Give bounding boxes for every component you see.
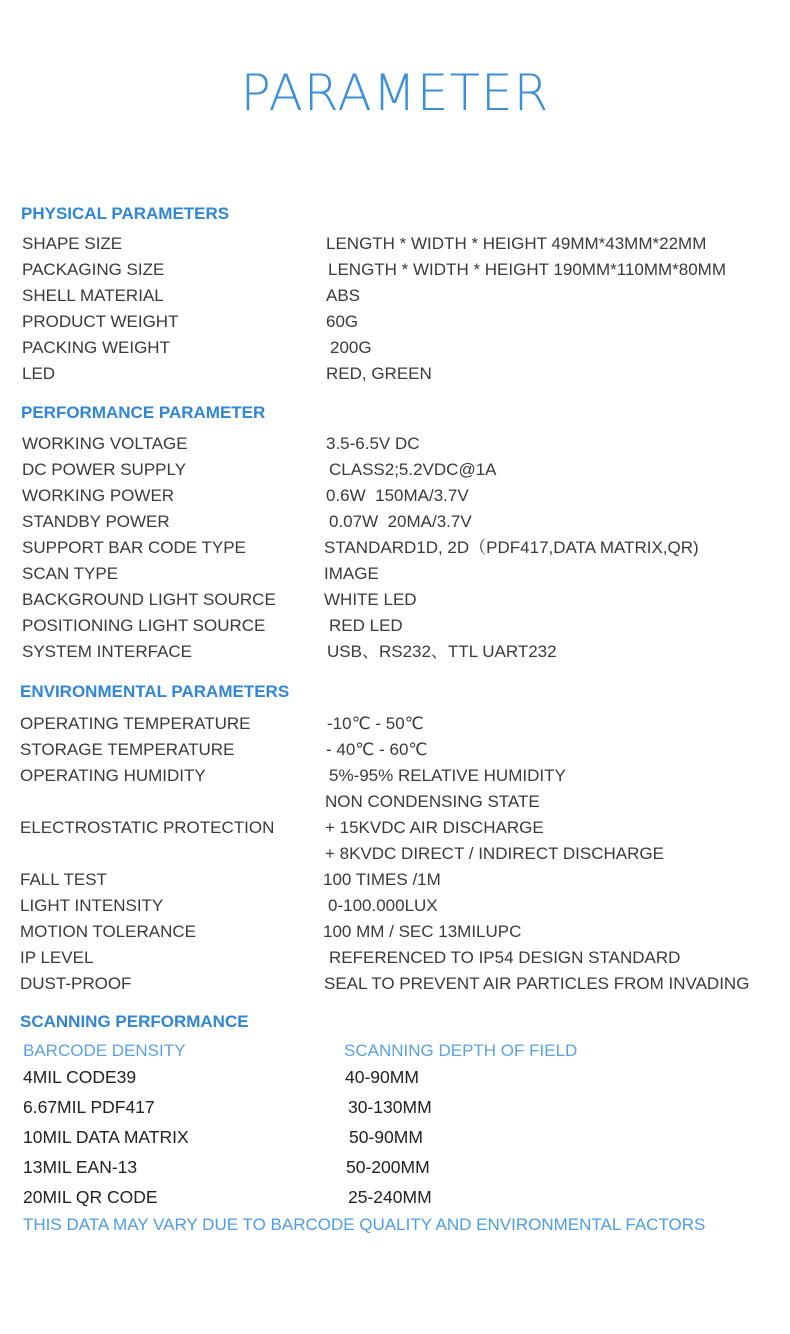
param-value: 100 TIMES /1M [323,870,441,889]
param-label: MOTION TOLERANCE [20,922,197,941]
param-label: PRODUCT WEIGHT [22,312,179,331]
barcode-density: 4MIL CODE39 [23,1067,137,1087]
barcode-density: 20MIL QR CODE [23,1187,158,1207]
param-value: 0.07W 20MA/3.7V [329,512,472,531]
param-label: STORAGE TEMPERATURE [20,740,235,759]
param-label: SHELL MATERIAL [22,286,164,305]
param-value: -10℃ - 50℃ [327,714,424,733]
param-value: + 15KVDC AIR DISCHARGE [325,818,544,837]
param-value: RED, GREEN [326,364,432,383]
param-label: SCAN TYPE [22,564,119,583]
param-value: WHITE LED [324,590,417,609]
param-label: SHAPE SIZE [22,234,123,253]
param-label: SUPPORT BAR CODE TYPE [22,538,246,557]
param-value: 0.6W 150MA/3.7V [326,486,469,505]
param-label: IP LEVEL [20,948,94,967]
param-value: ABS [326,286,361,305]
param-label: FALL TEST [20,870,107,889]
param-label: PACKING WEIGHT [22,338,170,357]
param-label: DC POWER SUPPLY [22,460,187,479]
physical-parameters-heading: PHYSICAL PARAMETERS [21,204,230,223]
performance-parameter-heading: PERFORMANCE PARAMETER [21,403,266,422]
param-value: 60G [326,312,359,331]
scanning-depth-column-header: SCANNING DEPTH OF FIELD [344,1041,578,1060]
param-value: REFERENCED TO IP54 DESIGN STANDARD [329,948,681,967]
param-label: LIGHT INTENSITY [20,896,164,915]
param-label: STANDBY POWER [22,512,170,531]
barcode-density: 10MIL DATA MATRIX [23,1127,189,1147]
param-value: + 8KVDC DIRECT / INDIRECT DISCHARGE [325,844,664,863]
param-label: OPERATING HUMIDITY [20,766,206,785]
scanning-depth: 25-240MM [348,1187,432,1207]
param-label: BACKGROUND LIGHT SOURCE [22,590,276,609]
param-value: IMAGE [324,564,379,583]
data-variation-note: THIS DATA MAY VARY DUE TO BARCODE QUALITY AND ENVIRONMENTAL FACTORS [23,1215,706,1234]
barcode-density: 13MIL EAN-13 [23,1157,138,1177]
param-value: LENGTH * WIDTH * HEIGHT 190MM*110MM*80MM [328,260,726,279]
param-label: ELECTROSTATIC PROTECTION [20,818,275,837]
param-label: WORKING VOLTAGE [22,434,188,453]
page-title: PARAMETER [240,64,550,122]
scanning-depth: 40-90MM [345,1067,419,1087]
barcode-density-column-header: BARCODE DENSITY [23,1041,186,1060]
param-value: 3.5-6.5V DC [326,434,420,453]
param-value: SEAL TO PREVENT AIR PARTICLES FROM INVADING [324,974,750,993]
param-label: WORKING POWER [22,486,175,505]
scanning-depth: 50-200MM [346,1157,430,1177]
param-value: USB、RS232、TTL UART232 [327,642,557,661]
scanning-performance-heading: SCANNING PERFORMANCE [20,1012,249,1031]
param-value: RED LED [329,616,403,635]
param-value: NON CONDENSING STATE [325,792,540,811]
param-label: DUST-PROOF [20,974,132,993]
param-value: 5%-95% RELATIVE HUMIDITY [329,766,566,785]
param-value: 100 MM / SEC 13MILUPC [323,922,522,941]
scanning-depth: 50-90MM [349,1127,423,1147]
param-value: CLASS2;5.2VDC@1A [329,460,497,479]
param-value: LENGTH * WIDTH * HEIGHT 49MM*43MM*22MM [326,234,707,253]
param-label: OPERATING TEMPERATURE [20,714,251,733]
param-label: LED [22,364,56,383]
barcode-density: 6.67MIL PDF417 [23,1097,155,1117]
param-label: SYSTEM INTERFACE [22,642,193,661]
param-label: POSITIONING LIGHT SOURCE [22,616,266,635]
param-value: 0-100.000LUX [328,896,438,915]
param-value: - 40℃ - 60℃ [326,740,428,759]
param-label: PACKAGING SIZE [22,260,165,279]
scanning-depth: 30-130MM [348,1097,432,1117]
environmental-parameters-heading: ENVIRONMENTAL PARAMETERS [20,682,290,701]
param-value: STANDARD1D, 2D（PDF417,DATA MATRIX,QR) [324,538,699,557]
param-value: 200G [330,338,372,357]
